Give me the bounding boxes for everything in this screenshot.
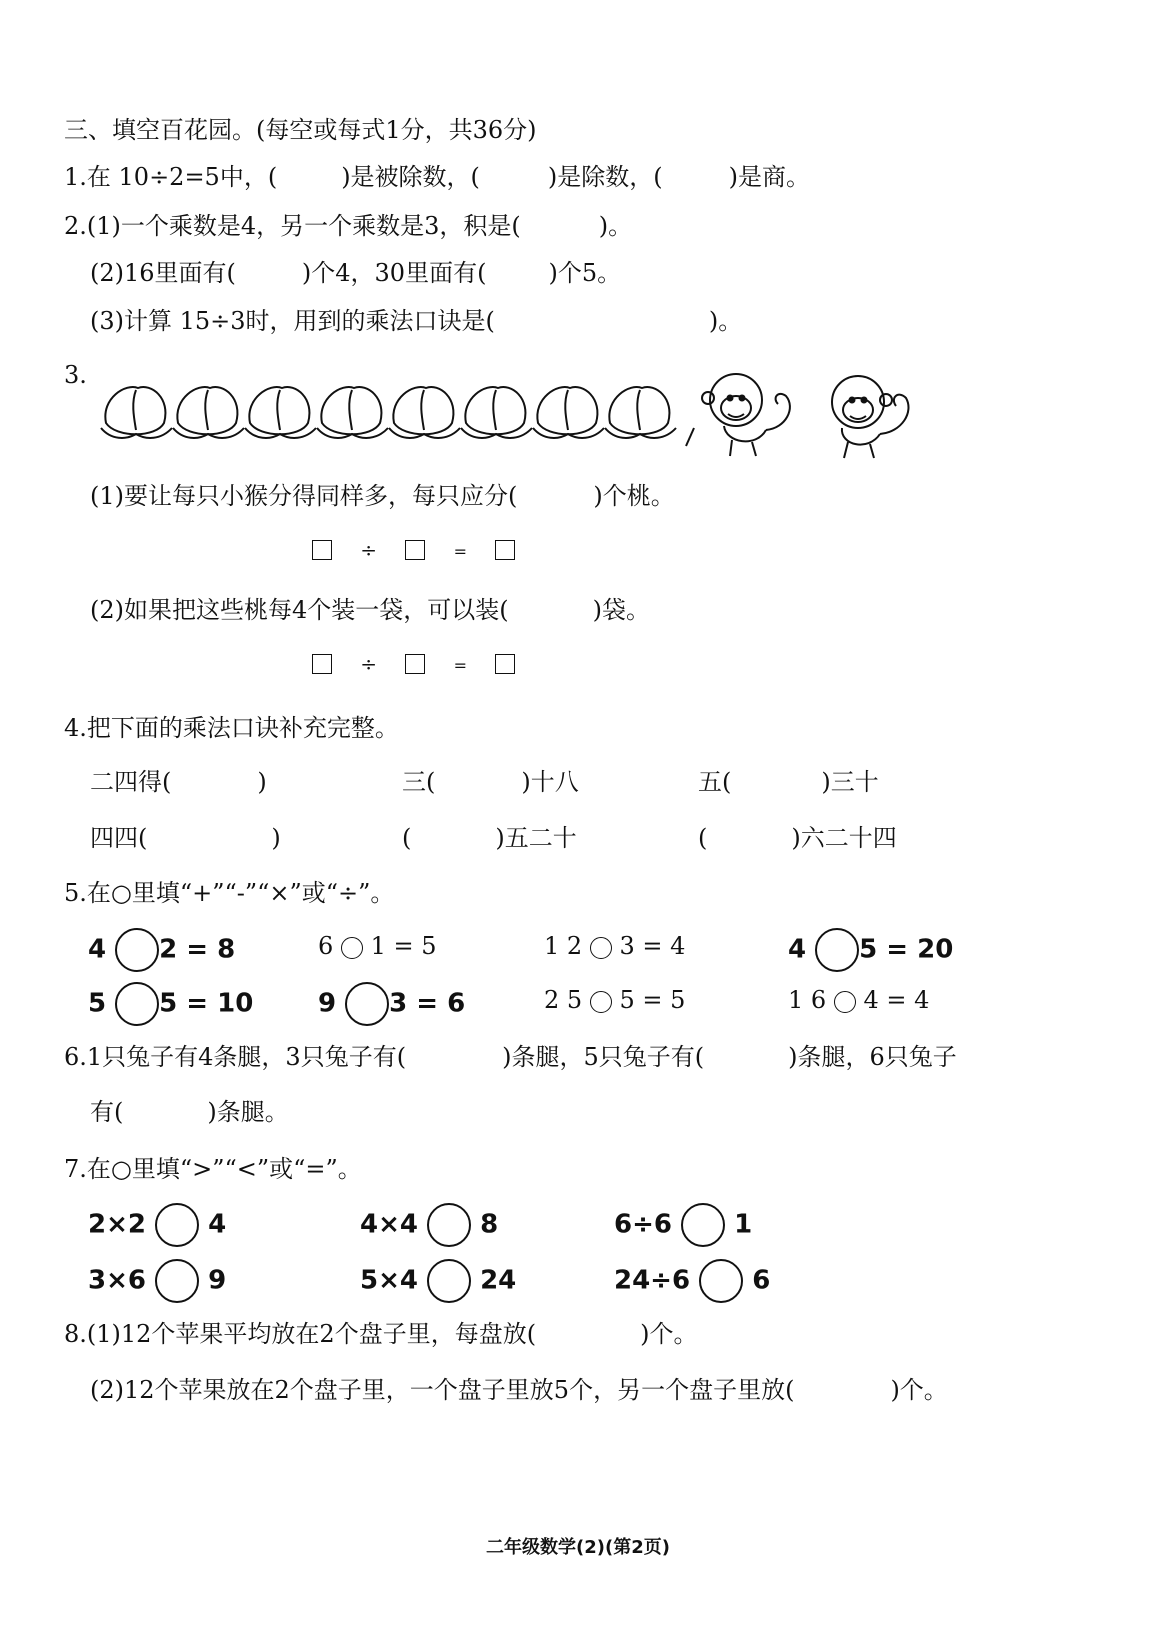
peach-icon — [533, 387, 604, 438]
answer-circle[interactable] — [155, 1259, 199, 1303]
answer-box[interactable] — [312, 654, 332, 674]
q2p2-text-a: (2)16里面有( — [90, 259, 236, 287]
monkey-icon — [686, 374, 790, 456]
question-1 — [64, 161, 810, 193]
peach-icon — [605, 387, 676, 438]
answer-box[interactable] — [495, 540, 515, 560]
q8p2-text-a: (2)12个苹果放在2个盘子里，一个盘子里放5个，另一个盘子里放( — [90, 1376, 795, 1404]
q4-r2-a-pre: 四四( — [90, 824, 148, 852]
q4-r1-b-pre: 三( — [402, 768, 436, 796]
q5-left: 4 — [788, 934, 807, 965]
answer-circle[interactable] — [115, 928, 159, 972]
question-4-title: 4.把下面的乘法口诀补充完整。 — [64, 714, 399, 742]
q4-r2-a — [90, 822, 281, 854]
q5-right: 4 = 4 — [863, 986, 930, 1014]
q5-right: 2 = 8 — [159, 934, 236, 965]
q5-left: 1 6 — [788, 986, 827, 1014]
answer-box[interactable] — [312, 540, 332, 560]
answer-circle[interactable] — [155, 1203, 199, 1247]
q7-left: 24÷6 — [614, 1265, 691, 1296]
answer-box[interactable] — [495, 654, 515, 674]
peach-icon — [389, 387, 460, 438]
q7-left: 6÷6 — [614, 1209, 672, 1240]
question-2-part-1 — [64, 210, 632, 242]
question-2-part-2 — [90, 257, 621, 289]
q5-left: 4 — [88, 934, 107, 965]
question-3-part-1 — [90, 480, 675, 512]
q5-right: 3 = 6 — [389, 988, 466, 1019]
q5-right: 3 = 4 — [619, 932, 686, 960]
answer-circle[interactable] — [815, 928, 859, 972]
q5-right: 5 = 20 — [859, 934, 954, 965]
question-6-line-1 — [64, 1041, 957, 1073]
q5-left: 2 5 — [544, 986, 583, 1014]
q1-text-a: 1.在 10÷2=5中，( — [64, 163, 278, 191]
question-2-part-3 — [90, 305, 742, 337]
q7-right: 4 — [208, 1209, 227, 1240]
q2p3-text-b: )。 — [708, 307, 743, 335]
q7-right: 24 — [480, 1265, 517, 1296]
q4-r1-b — [402, 766, 579, 798]
q6-text-c: )条腿，6只兔子 — [788, 1043, 957, 1071]
q5-right: 5 = 10 — [159, 988, 254, 1019]
answer-box[interactable] — [405, 654, 425, 674]
q7-right: 8 — [480, 1209, 499, 1240]
q3p2-text-a: (2)如果把这些桃每4个装一袋，可以装( — [90, 596, 509, 624]
q1-text-d: )是商。 — [728, 163, 811, 191]
question-3-part-2 — [90, 594, 650, 626]
q4-r1-a-pre: 二四得( — [90, 768, 172, 796]
page-footer: 二年级数学(2)(第2页) — [486, 1537, 670, 1558]
answer-circle[interactable] — [115, 982, 159, 1026]
division-sign: ÷ — [360, 538, 378, 562]
q7-r2-1 — [88, 1259, 226, 1303]
q8p2-text-b: )个。 — [890, 1376, 948, 1404]
division-sign: ÷ — [360, 652, 378, 676]
q4-r1-a-post: ) — [257, 768, 267, 796]
q7-left: 3×6 — [88, 1265, 146, 1296]
q3p1-equation — [312, 534, 515, 564]
q8p1-text-b: )个。 — [640, 1320, 698, 1348]
q7-right: 9 — [208, 1265, 227, 1296]
answer-circle[interactable] — [834, 991, 856, 1013]
q2p3-text-a: (3)计算 15÷3时，用到的乘法口诀是( — [90, 307, 495, 335]
question-5-title: 5.在○里填“+”“-”“×”或“÷”。 — [64, 879, 395, 907]
q2p2-text-c: )个5。 — [548, 259, 622, 287]
answer-box[interactable] — [405, 540, 425, 560]
q7-left: 4×4 — [360, 1209, 418, 1240]
q7-right: 1 — [734, 1209, 753, 1240]
answer-circle[interactable] — [427, 1259, 471, 1303]
answer-circle[interactable] — [590, 991, 612, 1013]
q4-r1-c-post: )三十 — [821, 768, 879, 796]
q4-r2-c — [698, 822, 897, 854]
question-8-part-2 — [90, 1374, 948, 1406]
q4-r2-c-post: )六二十四 — [791, 824, 897, 852]
q2p2-text-b: )个4，30里面有( — [301, 259, 487, 287]
q4-r2-b-post: )五二十 — [495, 824, 577, 852]
q4-r1-c — [698, 766, 879, 798]
q3p1-text-a: (1)要让每只小猴分得同样多，每只应分( — [90, 482, 518, 510]
answer-circle[interactable] — [681, 1203, 725, 1247]
q5-right: 1 = 5 — [370, 932, 437, 960]
question-3-label: 3. — [64, 361, 87, 389]
q1-text-b: )是被除数，( — [341, 163, 480, 191]
q7-r1-3 — [614, 1203, 752, 1247]
q6-text-d: 有( — [90, 1098, 124, 1126]
q7-r1-2 — [360, 1203, 498, 1247]
q5-r1-3 — [544, 932, 685, 960]
q4-r1-a — [90, 766, 267, 798]
q5-r1-2 — [318, 932, 436, 960]
answer-circle[interactable] — [345, 982, 389, 1026]
q2p1-text-a: 2.(1)一个乘数是4，另一个乘数是3，积是( — [64, 212, 521, 240]
q8p1-text-a: 8.(1)12个苹果平均放在2个盘子里，每盘放( — [64, 1320, 537, 1348]
q7-right: 6 — [752, 1265, 771, 1296]
q7-r1-1 — [88, 1203, 226, 1247]
q5-right: 5 = 5 — [619, 986, 686, 1014]
q1-text-c: )是除数，( — [547, 163, 663, 191]
q5-r2-1 — [88, 982, 253, 1026]
q5-left: 9 — [318, 988, 337, 1019]
q2p1-text-b: )。 — [598, 212, 633, 240]
answer-circle[interactable] — [699, 1259, 743, 1303]
peaches-monkeys-illustration — [96, 368, 926, 468]
q3p1-text-b: )个桃。 — [593, 482, 675, 510]
answer-circle[interactable] — [590, 937, 612, 959]
peach-icon — [461, 387, 532, 438]
q6-text-a: 6.1只兔子有4条腿，3只兔子有( — [64, 1043, 407, 1071]
q4-r2-a-post: ) — [271, 824, 281, 852]
q5-r2-3 — [544, 986, 685, 1014]
q4-r2-b — [402, 822, 577, 854]
q7-left: 5×4 — [360, 1265, 418, 1296]
peach-icon — [173, 387, 244, 438]
question-7-title: 7.在○里填“>”“<”或“=”。 — [64, 1155, 362, 1183]
q5-r2-2 — [318, 982, 465, 1026]
q4-r1-b-post: )十八 — [521, 768, 579, 796]
q4-r2-c-pre: ( — [698, 824, 708, 852]
peach-icon — [317, 387, 388, 438]
q7-r2-2 — [360, 1259, 516, 1303]
question-6-line-2 — [90, 1096, 289, 1128]
question-8-part-1 — [64, 1318, 697, 1350]
q5-r1-1 — [88, 928, 235, 972]
equals-sign: = — [453, 542, 467, 561]
answer-circle[interactable] — [427, 1203, 471, 1247]
monkey-icon — [832, 376, 908, 458]
q3p2-equation — [312, 648, 515, 678]
q5-left: 6 — [318, 932, 334, 960]
peach-icon — [245, 387, 316, 438]
q5-left: 1 2 — [544, 932, 583, 960]
q7-left: 2×2 — [88, 1209, 146, 1240]
q4-r2-b-pre: ( — [402, 824, 412, 852]
peach-icon — [101, 387, 172, 438]
equals-sign: = — [453, 656, 467, 675]
q5-r2-4 — [788, 986, 929, 1014]
answer-circle[interactable] — [341, 937, 363, 959]
q6-text-e: )条腿。 — [207, 1098, 289, 1126]
q4-r1-c-pre: 五( — [698, 768, 732, 796]
q5-left: 5 — [88, 988, 107, 1019]
q3p2-text-b: )袋。 — [592, 596, 651, 624]
q7-r2-3 — [614, 1259, 770, 1303]
q6-text-b: )条腿，5只兔子有( — [502, 1043, 705, 1071]
q5-r1-4 — [788, 928, 953, 972]
section-title: 三、填空百花园。(每空或每式1分，共36分) — [64, 116, 537, 144]
